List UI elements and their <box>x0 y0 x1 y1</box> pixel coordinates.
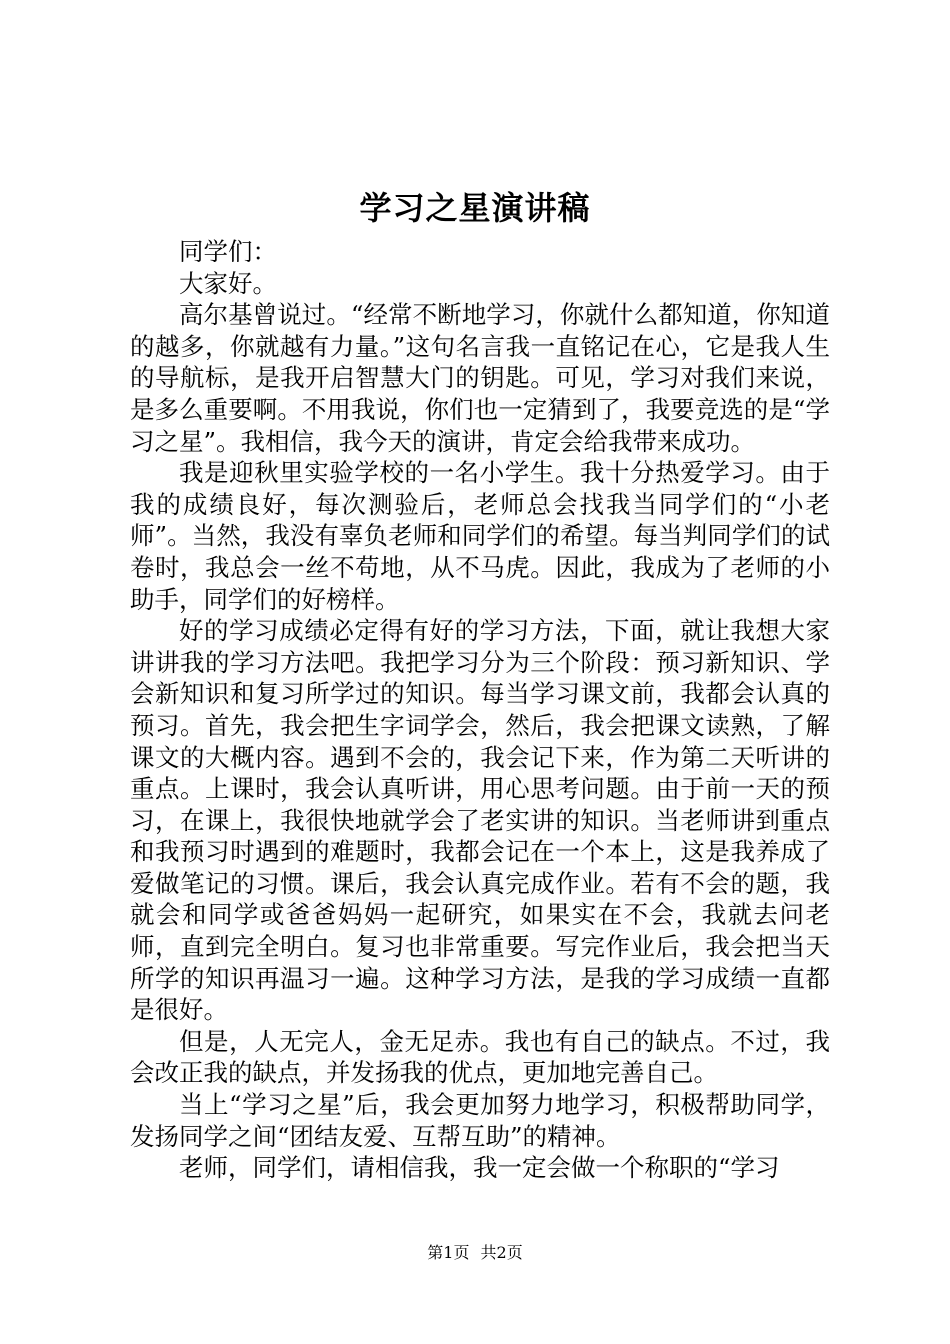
paragraph-greeting: 同学们： <box>179 237 277 266</box>
page-total: 共2页 <box>480 1243 523 1262</box>
paragraph-promise: 当上“学习之星”后，我会更加努力地学习，积极帮助同学，发扬同学之间“团结友爱、互帮互助”的精神。 <box>130 1090 830 1151</box>
document-title: 学习之星演讲稿 <box>359 189 591 227</box>
paragraph-hello: 大家好。 <box>179 268 277 298</box>
paragraph-introduction: 我是迎秋里实验学校的一名小学生。我十分热爱学习。由于我的成绩良好，每次测验后，老师总会找我当同学们的“小老师”。当然，我没有辜负老师和同学们的希望。每当判同学们的试卷时，我总会一丝不苟地，从不马虎。因此，我成为了老师的小助手，同学们的好榜样。 <box>130 458 830 614</box>
paragraph-closing: 老师，同学们，请相信我，我一定会做一个称职的“学习 <box>179 1153 780 1183</box>
paragraph-shortcomings: 但是，人无完人，金无足赤。我也有自己的缺点。不过，我会改正我的缺点，并发扬我的优点，更加地完善自己。 <box>130 1026 830 1088</box>
document-body <box>130 236 830 1184</box>
paragraph-study-method: 好的学习成绩必定得有好的学习方法，下面，就让我想大家讲讲我的学习方法吧。我把学习分为三个阶段：预习新知识、学会新知识和复习所学过的知识。每当学习课文前，我都会认真的预习。首先，我会把生字词学会，然后，我会把课文读熟，了解课文的大概内容。遇到不会的，我会记下来，作为第二天听讲的重点。上课时，我会认真听讲，用心思考问题。由于前一天的预习，在课上，我很快地就学会了老实讲的知识。当老师讲到重点和我预习时遇到的难题时，我都会记在一个本上，这是我养成了爱做笔记的习惯。课后，我会认真完成作业。若有不会的题，我就会和同学或爸爸妈妈一起研究，如果实在不会，我就去问老师，直到完全明白。复习也非常重要。写完作业后，我会把当天所学的知识再温习一遍。这种学习方法，是我的学习成绩一直都是很好。 <box>130 616 830 1025</box>
paragraph-quote: 高尔基曾说过。“经常不断地学习，你就什么都知道，你知道的越多，你就越有力量。”这句名言我一直铭记在心，它是我人生的导航标，是我开启智慧大门的钥匙。可见，学习对我们来说，是多么重要啊。不用我说，你们也一定猜到了，我要竞选的是“学习之星”。我相信，我今天的演讲，肯定会给我带来成功。 <box>130 300 830 456</box>
page-footer <box>0 1243 950 1263</box>
page-number: 第1页 <box>427 1243 470 1262</box>
